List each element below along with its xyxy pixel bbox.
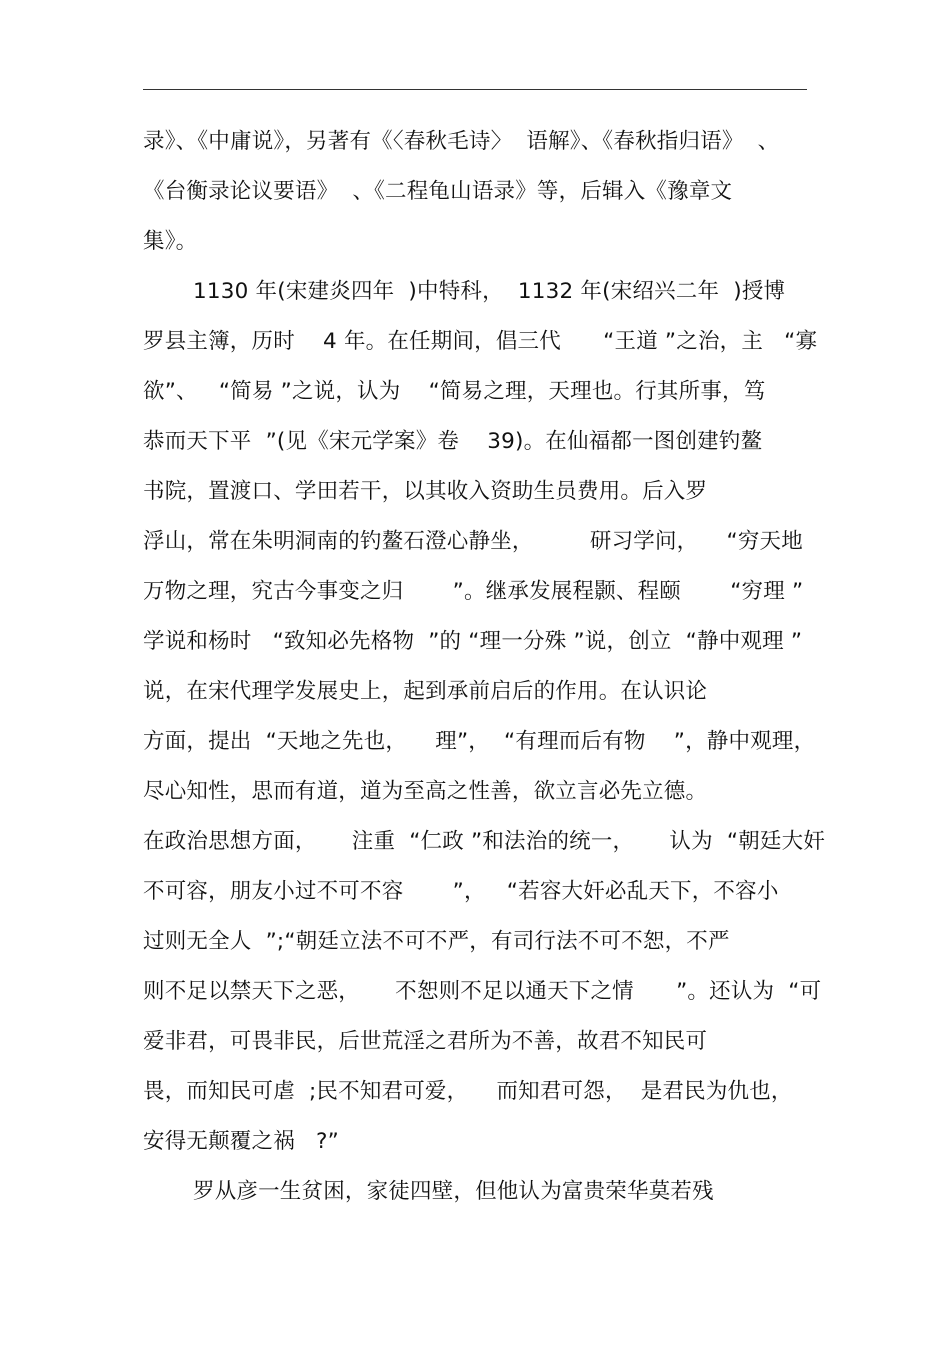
- text-line: 学说和杨时 “致知必先格物 ”的 “理一分殊 ”说，创立 “静中观理 ”: [143, 629, 803, 654]
- text-line: 说，在宋代理学发展史上，起到承前启后的作用。在认识论: [143, 679, 708, 704]
- top-rule: [143, 89, 807, 90]
- text-line: 爱非君，可畏非民，后世荒淫之君所为不善，故君不知民可: [143, 1029, 708, 1054]
- text-line: 则不足以禁天下之恶， 不恕则不足以通天下之情 ”。还认为 “可: [143, 979, 822, 1004]
- text-line: 不可容，朋友小过不可不容 ”， “若容大奸必乱天下，不容小: [143, 879, 779, 904]
- text-line: 欲”、 “简易 ”之说，认为 “简易之理，天理也。行其所事，笃: [143, 379, 766, 404]
- paragraph-start-line: 1130 年(宋建炎四年 )中特科， 1132 年(宋绍兴二年 )授博: [193, 279, 786, 304]
- text-line: 万物之理，究古今事变之归 ”。继承发展程颢、程颐 “穷理 ”: [143, 579, 804, 604]
- text-line: 恭而天下平 ”(见《宋元学案》卷 39)。在仙福都一图创建钓鳌: [143, 429, 763, 454]
- text-line: 方面，提出 “天地之先也， 理”， “有理而后有物 ”，静中观理，: [143, 729, 816, 754]
- text-line: 在政治思想方面， 注重 “仁政 ”和法治的统一， 认为 “朝廷大奸: [143, 829, 826, 854]
- text-line: 安得无颠覆之祸 ?”: [143, 1129, 339, 1154]
- text-line: 过则无全人 ”;“朝廷立法不可不严，有司行法不可不恕，不严: [143, 929, 730, 954]
- text-line: 畏，而知民可虐 ;民不知君可爱， 而知君可怨， 是君民为仇也，: [143, 1079, 793, 1104]
- text-line: 罗县主簿，历时 4 年。在任期间，倡三代 “王道 ”之治，主 “寡: [143, 329, 818, 354]
- text-line: 集》。: [143, 229, 198, 254]
- text-line: 书院，置渡口、学田若干，以其收入资助生员费用。后入罗: [143, 479, 708, 504]
- text-line: 录》、《中庸说》，另著有《〈春秋毛诗〉 语解》、《春秋指归语》 、: [143, 129, 780, 154]
- text-line: 尽心知性，思而有道，道为至高之性善，欲立言必先立德。: [143, 779, 708, 804]
- paragraph-start-line: 罗从彦一生贫困，家徒四壁，但他认为富贵荣华莫若残: [193, 1179, 714, 1204]
- text-line: 浮山，常在朱明洞南的钓鳌石澄心静坐， 研习学问， “穷天地: [143, 529, 803, 554]
- text-line: 《台衡录论议要语》 、《二程龟山语录》等，后辑入《豫章文: [143, 179, 733, 204]
- document-body: [143, 118, 826, 1218]
